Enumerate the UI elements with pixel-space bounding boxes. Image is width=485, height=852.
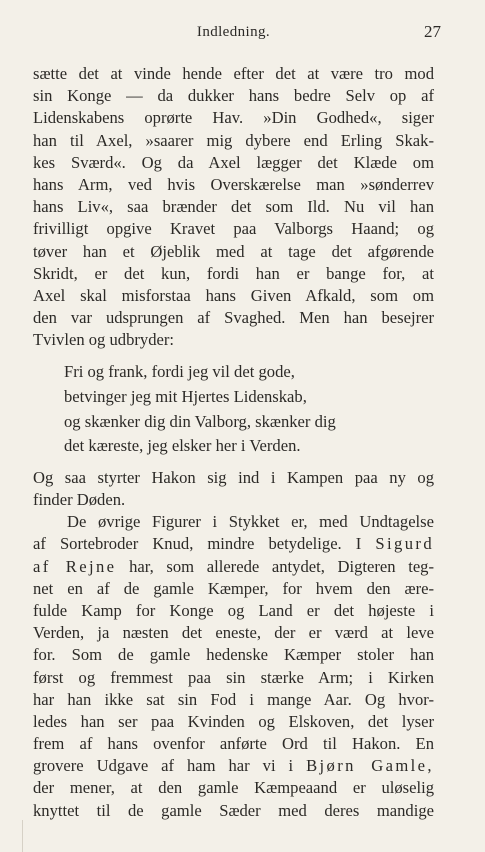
paragraph-3	[33, 511, 434, 822]
text-line: Lidenskabens oprørte Hav. »Din Godhed«, siger	[33, 108, 434, 128]
running-title: Indledning.	[196, 24, 271, 40]
text-line: Og saa styrter Hakon sig ind i Kampen paa ny og	[33, 467, 434, 487]
text-line: Tvivlen og udbryder:	[33, 330, 175, 350]
text-line: hans Liv«, saa brænder det som Ild. Nu vil han	[33, 197, 434, 217]
text-line: finder Døden.	[33, 490, 126, 509]
paragraph-2	[33, 467, 434, 511]
page-edge	[0, 820, 23, 852]
text-line: sætte det at vinde hende efter det at være tro mod	[33, 64, 434, 83]
text-line: ledes han ser paa Kvinden og Elskoven, det lyser	[33, 711, 434, 731]
text-line: Verden, ja næsten det eneste, der er værd at leve	[33, 623, 434, 643]
text-line: net en af de gamle Kæmper, for hvem den ære-	[33, 578, 434, 598]
text-line: knyttet til de gamle Sæder med deres mandige	[33, 800, 434, 820]
verse-line: det kæreste, jeg elsker her i Verden.	[64, 436, 301, 456]
paragraph-1	[33, 63, 434, 351]
page-header	[34, 22, 441, 46]
text-line: den var udsprungen af Svaghed. Men han besejrer	[33, 308, 434, 328]
text-line: kes Sværd«. Og da Axel lægger det Klæde om	[33, 152, 434, 172]
verse-line: betvinger jeg mit Hjertes Lidenskab,	[64, 387, 307, 407]
character-name: Bjørn Gamle,	[306, 756, 434, 776]
text-line	[33, 755, 434, 777]
text-segment: har, som allerede antydet, Digteren teg-	[129, 556, 435, 576]
text-line: tøver han et Øjeblik med at tage det afgørende	[33, 241, 434, 261]
text-line	[33, 556, 434, 578]
text-line	[33, 533, 434, 555]
verse-line: og skænker dig din Valborg, skænker dig	[64, 411, 336, 431]
text-line: frem af hans ovenfor anførte Ord til Hakon. En	[33, 734, 434, 754]
page-body	[33, 63, 434, 822]
text-segment: grovere Udgave af ham har vi i	[33, 756, 294, 776]
page-number: 27	[424, 22, 441, 41]
text-line: han til Axel, »saarer mig dybere end Erling Skak-	[33, 130, 434, 150]
text-line: frivilligt opgive Kravet paa Valborgs Haand; og	[33, 219, 434, 239]
character-name: Sigurd	[375, 534, 435, 554]
character-name: af Rejne	[33, 556, 117, 576]
text-line: Axel skal misforstaa hans Given Afkald, som om	[33, 285, 434, 305]
text-segment: af Sortebroder Knud, mindre betydelige. I	[33, 534, 362, 554]
text-line: fulde Kamp for Konge og Land er det højeste i	[33, 600, 434, 620]
text-line: Skridt, er det kun, fordi han er bange for, at	[33, 263, 434, 283]
text-line: der mener, at den gamle Kæmpeaand er uløselig	[33, 778, 434, 798]
verse-quote	[64, 360, 434, 458]
text-line: hans Arm, ved hvis Overskærelse man »sønderrev	[33, 174, 434, 194]
text-line: har han ikke sat sin Fod i mange Aar. Og hvor-	[33, 689, 434, 709]
text-line: for. Som de gamle hedenske Kæmper stoler han	[33, 645, 434, 665]
text-line: sin Konge — da dukker hans bedre Selv op af	[33, 86, 434, 106]
text-line: først og fremmest paa sin stærke Arm; i Kirken	[33, 667, 434, 687]
verse-line: Fri og frank, fordi jeg vil det gode,	[64, 362, 295, 382]
text-line: De øvrige Figurer i Stykket er, med Undtagelse	[67, 512, 434, 532]
